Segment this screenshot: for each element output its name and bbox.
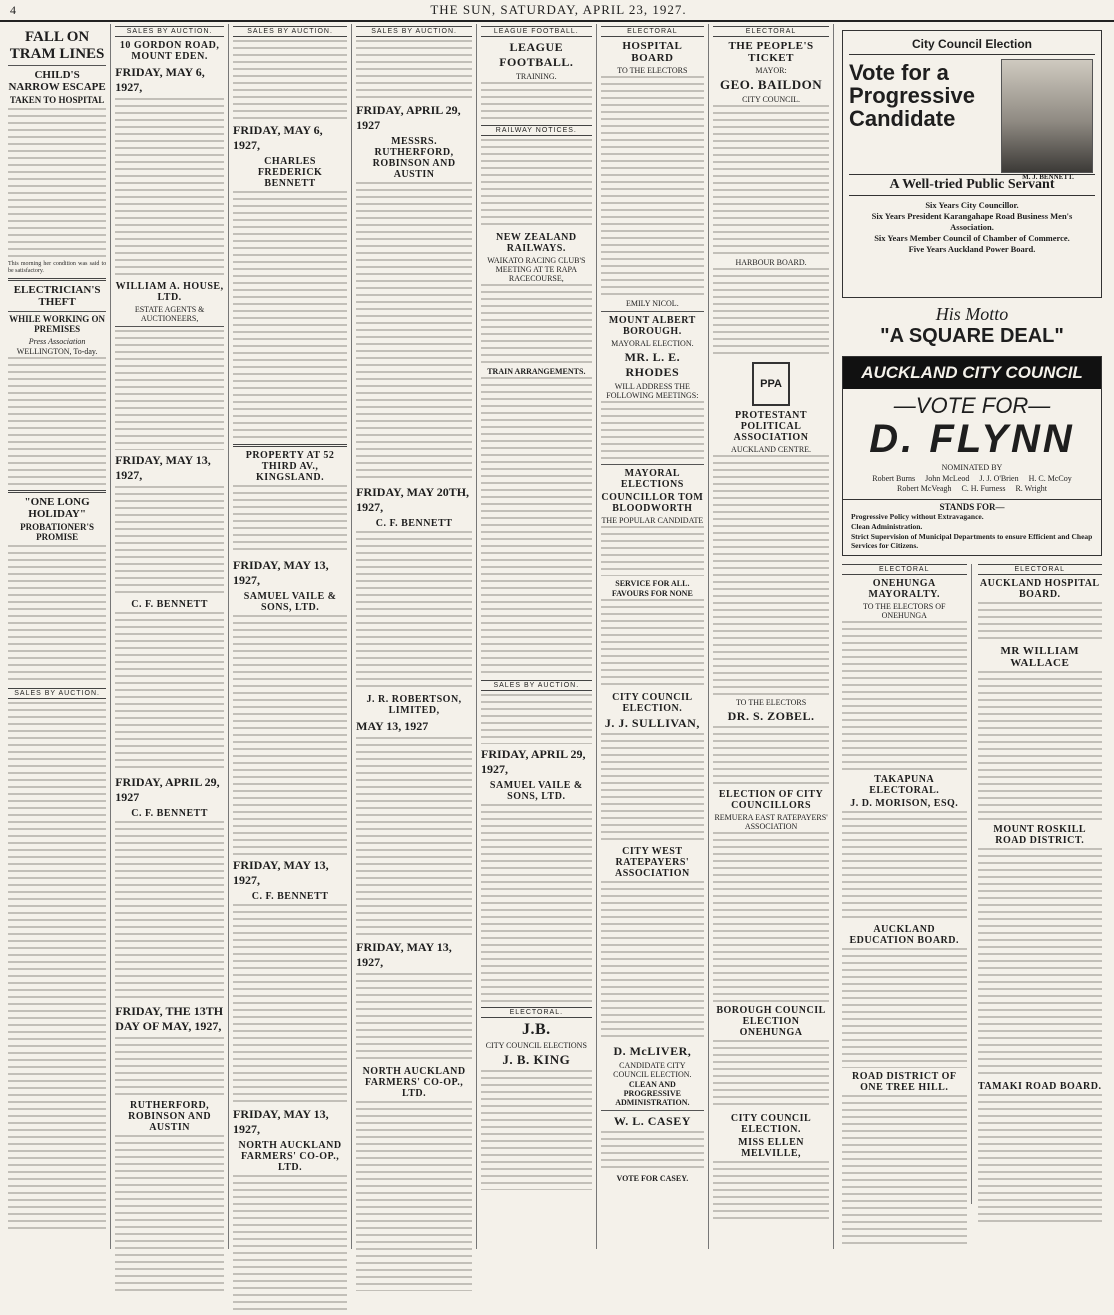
slogan: CLEAN AND PROGRESSIVE ADMINISTRATION. [615, 1080, 690, 1107]
candidate-name: COUNCILLOR TOM BLOODWORTH [601, 492, 704, 514]
association-title: REMUERA EAST RATEPAYERS' ASSOCIATION [714, 813, 828, 831]
auctioneer-name: RUTHERFORD, ROBINSON AND AUSTIN [128, 1100, 212, 1133]
auctioneer-name: CHARLES FREDERICK BENNETT [257, 156, 323, 189]
auction-body [115, 486, 224, 596]
subhead-probationer: PROBATIONER'S PROMISE [20, 522, 95, 543]
qualification-item: Six Years President Karangahape Road Business Men's Association. [871, 211, 1073, 233]
candidate-name: MR WILLIAM WALLACE [1000, 645, 1079, 669]
auction-body [115, 1037, 224, 1097]
property-title: PROPERTY AT 52 THIRD AV., KINGSLAND. [245, 450, 335, 483]
electoral-subcolumn-1 [842, 564, 972, 1204]
auction-body [356, 531, 472, 691]
electoral-body [842, 948, 967, 1068]
auction-body [481, 694, 592, 744]
article-body [8, 108, 106, 258]
electoral-body [713, 1040, 829, 1110]
electoral-body [842, 621, 967, 771]
auctioneer-name: NORTH AUCKLAND FARMERS' CO-OP., LTD. [362, 1066, 466, 1099]
railway-body [481, 377, 592, 677]
auctioneer-name: C. F. BENNETT [375, 518, 453, 529]
nzr-sub: WAIKATO RACING CLUB'S MEETING AT TE RAPA RACECOURSE, [487, 256, 586, 283]
auction-date: FRIDAY, MAY 13, 1927, [233, 1107, 329, 1136]
to-electors: TO THE ELECTORS [617, 66, 688, 75]
auction-body [233, 191, 347, 441]
candidate-name: MISS ELLEN MELVILLE, [738, 1137, 804, 1159]
ad-subheadline: A Well-tried Public Servant [849, 174, 1095, 196]
section-head-electoral: ELECTORAL [713, 26, 829, 37]
electoral-body [601, 1131, 705, 1171]
election-title: BOROUGH COUNCIL ELECTION ONEHUNGA [716, 1005, 826, 1038]
qualifications [849, 200, 1095, 255]
section-head-electoral: ELECTORAL [978, 564, 1103, 575]
slogan: SERVICE FOR ALL. [615, 579, 690, 588]
nominator: C. H. Furness [961, 484, 1006, 493]
auction-body [115, 98, 224, 278]
auction-column-3 [352, 24, 477, 1249]
candidate-portrait [1001, 59, 1093, 173]
electoral-body [978, 602, 1103, 642]
dateline: WELLINGTON, To-day. [16, 347, 98, 357]
article-body [8, 545, 106, 685]
electoral-subcolumn-2 [978, 564, 1103, 1204]
ppa-logo-icon: PPA [752, 362, 790, 406]
candidate-name: MR. L. E. RHODES [624, 350, 681, 379]
section-head-auction: SALES BY AUCTION. [115, 26, 224, 37]
candidate-initials: J.B. [521, 1021, 551, 1038]
policy-list [843, 512, 1101, 551]
nominated-label: NOMINATED BY [941, 463, 1003, 472]
council-label: CITY COUNCIL. [742, 95, 801, 104]
association-sub: AUCKLAND CENTRE. [731, 445, 812, 454]
electoral-body [842, 1095, 967, 1245]
electoral-body [842, 811, 967, 921]
election-title: AUCKLAND HOSPITAL BOARD. [979, 578, 1100, 600]
qualification-item: Five Years Auckland Power Board. [908, 244, 1036, 255]
auction-body [233, 1175, 347, 1315]
stands-for-label: STANDS FOR— [843, 499, 1101, 512]
news-column [4, 24, 111, 1249]
auction-body [233, 615, 347, 855]
nominator-list [843, 472, 1101, 495]
candidate-name: DR. S. ZOBEL. [727, 709, 815, 723]
auctioneer-name: MESSRS. RUTHERFORD, ROBINSON AND AUSTIN [372, 136, 456, 180]
to-electors: TO THE ELECTORS [735, 698, 807, 707]
auction-body [115, 330, 224, 450]
auction-date: FRIDAY, APRIL 29, 1927 [115, 775, 220, 804]
auction-column-1 [111, 24, 229, 1249]
to-electors: TO THE ELECTORS OF ONEHUNGA [863, 602, 946, 620]
masthead [0, 0, 1114, 22]
mayoral-elections: MAYORAL ELECTIONS [620, 468, 684, 490]
auctioneer-name: SAMUEL VAILE & SONS, LTD. [243, 591, 337, 613]
candidate-tagline: THE POPULAR CANDIDATE [601, 516, 704, 525]
auction-body [356, 737, 472, 937]
league-railway-column [477, 24, 597, 1249]
slogan-2: FAVOURS FOR NONE [611, 589, 693, 598]
motto-label: His Motto [935, 304, 1009, 324]
auction-date: FRIDAY, APRIL 29, 1927, [481, 747, 586, 776]
auction-body [233, 40, 347, 120]
election-title: MOUNT ROSKILL ROAD DISTRICT. [993, 824, 1087, 846]
auction-date: FRIDAY, APRIL 29, 1927 [356, 103, 461, 132]
rule [8, 490, 106, 493]
electoral-body [481, 1070, 592, 1190]
slogan: VOTE FOR CASEY. [616, 1174, 689, 1183]
article-continuation: This morning her condition was said to be satisfactory. [8, 261, 108, 275]
auction-body [356, 182, 472, 482]
auction-date: FRIDAY, MAY 6, 1927, [115, 65, 205, 94]
electoral-column-2 [709, 24, 834, 1249]
auction-notices [8, 702, 106, 1232]
auction-body [233, 904, 347, 1104]
candidate-name: D. FLYNN [869, 417, 1075, 461]
mayoral-election: MAYORAL ELECTION. [611, 339, 694, 348]
section-head-electoral: ELECTORAL [601, 26, 705, 37]
league-title: LEAGUE FOOTBALL. [499, 40, 574, 69]
auction-title: 10 GORDON ROAD, MOUNT EDEN. [119, 40, 220, 62]
association-title: PROTESTANT POLITICAL ASSOCIATION [733, 410, 809, 443]
auction-date: FRIDAY, MAY 13, 1927, [233, 558, 329, 587]
headline-tram: FALL ON TRAM LINES [9, 29, 105, 62]
auction-date: FRIDAY, MAY 13, 1927, [356, 940, 452, 969]
election-title: CITY COUNCIL ELECTION. [730, 1113, 812, 1135]
qualification-item: Six Years City Councillor. [925, 200, 1019, 211]
election-title: TAKAPUNA ELECTORAL. [869, 774, 940, 796]
auction-body [356, 973, 472, 1063]
auctioneer-name: C. F. BENNETT [131, 599, 208, 610]
rule [233, 444, 347, 447]
harbour-label: HARBOUR BOARD. [735, 258, 807, 267]
section-head-electoral: ELECTORAL. [481, 1007, 592, 1018]
nominator: R. Wright [1015, 484, 1047, 493]
auctioneer-name: C. F. BENNETT [251, 891, 329, 902]
auction-body [115, 1135, 224, 1295]
electoral-body [978, 1094, 1103, 1224]
ad-headline: Vote for a Progressive Candidate [849, 60, 975, 132]
electoral-body [601, 733, 705, 843]
electoral-body [713, 268, 829, 358]
election-title: ONEHUNGA MAYORALTY. [868, 578, 940, 600]
candidate-name: J. B. KING [502, 1052, 571, 1067]
subhead-hospital: TAKEN TO HOSPITAL [9, 95, 105, 106]
auction-date: FRIDAY, THE 13TH DAY OF MAY, 1927, [115, 1004, 224, 1033]
auctioneer-name: SAMUEL VAILE & SONS, LTD. [489, 780, 583, 802]
policy-item: Strict Supervision of Municipal Departments to ensure Efficient and Cheap Services for Citizens. [851, 531, 1093, 551]
auction-date: FRIDAY, MAY 13, 1927, [233, 858, 329, 887]
nominator: Robert McVeagh [897, 484, 952, 493]
candidate-name: GEO. BAILDON [720, 77, 823, 92]
auctioneer-name: J. R. ROBERTSON, LIMITED, [366, 694, 462, 716]
election-title: ROAD DISTRICT OF ONE TREE HILL. [852, 1071, 957, 1093]
flynn-ad [842, 356, 1102, 556]
train-arrangements: TRAIN ARRANGEMENTS. [487, 367, 586, 376]
section-head-auction: SALES BY AUCTION. [233, 26, 347, 37]
candidate-name: J. D. MORISON, ESQ. [850, 798, 959, 809]
electoral-body [601, 599, 705, 689]
railway-body [481, 284, 592, 364]
borough-title: MOUNT ALBERT BOROUGH. [608, 315, 696, 337]
election-title: CITY COUNCIL ELECTIONS [485, 1041, 587, 1050]
qualification-item: Six Years Member Council of Chamber of Commerce. [874, 233, 1070, 244]
page-number-right [1100, 3, 1104, 18]
rule [115, 326, 224, 327]
policy-item: Clean Administration. [851, 521, 923, 531]
page-number: 4 [10, 2, 17, 17]
section-head-electoral: ELECTORAL [842, 564, 967, 575]
electoral-body [601, 401, 705, 461]
policy-item: Progressive Policy without Extravagance. [851, 512, 984, 521]
auction-body [356, 40, 472, 100]
electoral-body [601, 881, 705, 1041]
newspaper-title: THE SUN, SATURDAY, APRIL 23, 1927. [430, 2, 687, 17]
auctioneer-name: NORTH AUCKLAND FARMERS' CO-OP., LTD. [238, 1140, 342, 1173]
league-body [481, 82, 592, 122]
rule [8, 65, 106, 66]
electoral-body [713, 832, 829, 1002]
motto-text: "A SQUARE DEAL" [880, 325, 1064, 347]
election-title: AUCKLAND EDUCATION BOARD. [849, 924, 959, 946]
section-head-auction: SALES BY AUCTION. [481, 680, 592, 691]
electoral-column-1 [597, 24, 710, 1249]
nominator: J. J. O'Brien [979, 474, 1019, 483]
rule [8, 278, 106, 281]
railway-body [481, 139, 592, 229]
auction-body [481, 804, 592, 1004]
display-ad-column [834, 24, 1110, 1249]
press-credit: Press Association [28, 337, 86, 347]
nominator: John McLeod [925, 474, 970, 483]
rule [601, 311, 705, 312]
electoral-body [713, 1161, 829, 1221]
election-title: CANDIDATE CITY COUNCIL ELECTION. [613, 1061, 692, 1079]
rule [601, 464, 705, 465]
lower-electoral [842, 564, 1102, 1204]
article-body [8, 357, 106, 487]
nominator: Robert Burns [872, 474, 916, 483]
mayor-label: MAYOR: [755, 66, 787, 75]
electoral-body [713, 726, 829, 786]
candidate-list [713, 105, 829, 255]
subhead-premises: WHILE WORKING ON PREMISES [9, 314, 106, 335]
electoral-body [978, 671, 1103, 821]
auction-date: FRIDAY, MAY 20TH, 1927, [356, 485, 470, 514]
auction-body [356, 1101, 472, 1291]
training-label: TRAINING. [515, 72, 557, 81]
candidate-list [713, 455, 829, 695]
candidate-name: D. McLIVER, [613, 1044, 692, 1058]
auction-date: FRIDAY, MAY 13, 1927, [115, 453, 211, 482]
electoral-body [601, 76, 705, 296]
section-head-railway: RAILWAY NOTICES. [481, 125, 592, 136]
electoral-body [601, 526, 705, 576]
election-title: ELECTION OF CITY COUNCILLORS [718, 789, 824, 811]
auctioneer-name: WILLIAM A. HOUSE, LTD. [115, 281, 224, 303]
subhead-child: CHILD'S NARROW ESCAPE [8, 69, 106, 94]
auction-date: MAY 13, 1927 [356, 719, 429, 733]
election-title: CITY COUNCIL ELECTION. [612, 692, 693, 714]
section-head-auction: SALES BY AUCTION. [356, 26, 472, 37]
electoral-body [978, 848, 1103, 1078]
election-title: TAMAKI ROAD BOARD. [977, 1081, 1102, 1092]
display-ads [834, 24, 1110, 1249]
portrait-caption: M. J. BENNETT. [1022, 173, 1074, 181]
signature: EMILY NICOL. [626, 299, 679, 308]
rule [8, 311, 106, 312]
headline-holiday: "ONE LONG HOLIDAY" [24, 496, 90, 521]
auction-column-2 [229, 24, 352, 1249]
vote-for-label: —VOTE FOR— [893, 393, 1051, 418]
headline-electrician: ELECTRICIAN'S THEFT [13, 284, 101, 309]
candidate-name: J. J. SULLIVAN, [604, 716, 700, 730]
nzr-title: NEW ZEALAND RAILWAYS. [496, 232, 577, 254]
auction-body [233, 485, 347, 555]
auction-body [115, 612, 224, 772]
auction-body [115, 821, 224, 1001]
section-head-league: LEAGUE FOOTBALL. [481, 26, 592, 37]
hospital-board: HOSPITAL BOARD [622, 40, 683, 64]
candidate-name: W. L. CASEY [613, 1114, 691, 1128]
nominator: H. C. McCoy [1028, 474, 1072, 483]
page-columns [4, 24, 1110, 1249]
ad-banner: AUCKLAND CITY COUNCIL [843, 357, 1101, 389]
association-title: CITY WEST RATEPAYERS' ASSOCIATION [614, 846, 690, 879]
section-head-auction: SALES BY AUCTION. [8, 688, 106, 699]
ad-heading: City Council Election [849, 37, 1095, 55]
rule [601, 1110, 705, 1111]
ticket-title: THE PEOPLE'S TICKET [728, 40, 814, 64]
bennett-ad [842, 30, 1102, 298]
auction-date: FRIDAY, MAY 6, 1927, [233, 123, 323, 152]
meetings-label: WILL ADDRESS THE FOLLOWING MEETINGS: [606, 382, 699, 400]
auctioneer-name: C. F. BENNETT [131, 808, 208, 819]
auctioneer-sub: ESTATE AGENTS & AUCTIONEERS, [134, 305, 205, 323]
